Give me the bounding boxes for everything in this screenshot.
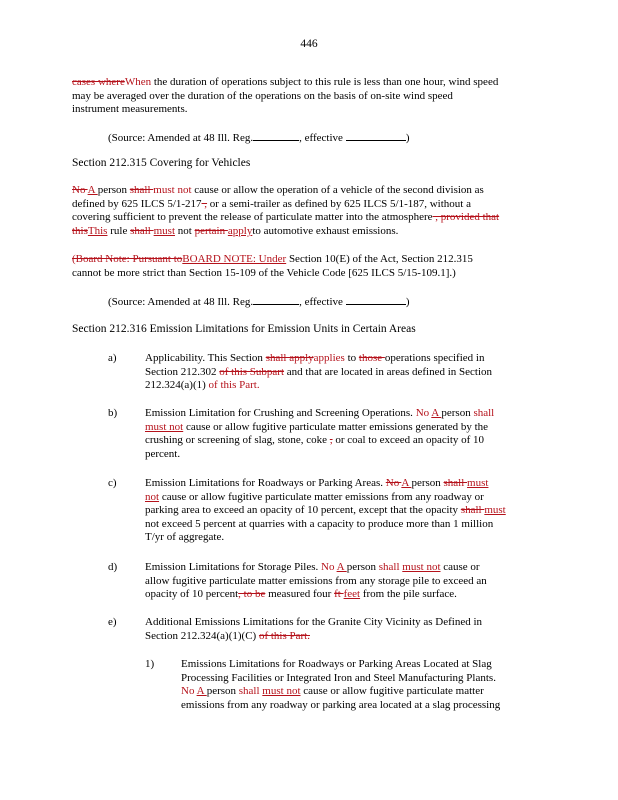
- text: person: [441, 407, 474, 419]
- item-c-line-2: [145, 491, 555, 505]
- item-e-line-1: Additional Emissions Limitations for the Granite City Vicinity as Defined in: [145, 616, 483, 628]
- inserted-text: This: [87, 224, 108, 237]
- intro-line-3: instrument measurements.: [72, 103, 188, 116]
- text: 212.324(a)(1): [145, 379, 209, 392]
- inserted-text: not: [145, 490, 160, 503]
- inserted-text: When: [124, 76, 152, 88]
- item-b-line-1: [145, 407, 555, 421]
- deleted-text: cases where: [72, 76, 125, 88]
- text: person: [411, 477, 444, 489]
- text: covering sufficient to prevent the release of particulate matter into the atmosphere: [72, 211, 433, 224]
- inserted-text: must not: [145, 420, 184, 433]
- deleted-text: shall: [460, 504, 485, 517]
- page-number: 446: [300, 38, 318, 50]
- subitem-line-2: Processing Facilities or Integrated Iron and Steel Manufacturing Plants.: [181, 671, 496, 684]
- deleted-text: of this Part.: [258, 629, 310, 642]
- deleted-text: ,: [201, 197, 208, 210]
- text: Applicability. This Section: [145, 352, 266, 364]
- source-text: , effective: [299, 296, 343, 308]
- deleted-text: shall: [130, 224, 154, 237]
- inserted-text: shall: [238, 685, 263, 698]
- deleted-text: of this Subpart: [219, 365, 285, 378]
- inserted-text: must not: [153, 184, 192, 196]
- inserted-text: must: [153, 224, 176, 237]
- text: cause or allow fugitive particulate matter emissions from any roadway or: [159, 490, 484, 503]
- inserted-text: A: [87, 184, 98, 196]
- text: cause or allow the operation of a vehicle of the second division as: [191, 184, 484, 196]
- text: person: [97, 184, 130, 196]
- inserted-text: apply: [227, 224, 253, 237]
- sec315-line-4: [72, 225, 552, 239]
- source-text: ): [405, 296, 410, 308]
- text: Section 212.302: [145, 365, 220, 378]
- text: cause or: [440, 561, 480, 573]
- item-a-line-1: [145, 352, 555, 366]
- inserted-text: No: [181, 685, 197, 698]
- sec315-line-1: [72, 184, 552, 198]
- section-heading-212-315: Section 212.315 Covering for Vehicles: [72, 157, 251, 169]
- inserted-text: shall: [378, 561, 403, 573]
- source-note-1: [108, 130, 410, 146]
- intro-line-1: [72, 76, 552, 90]
- text: Emission Limitation for Crushing and Screening Operations.: [145, 407, 416, 419]
- item-c-line-5: T/yr of aggregate.: [145, 531, 225, 544]
- text: Emission Limitations for Roadways or Parking Areas.: [145, 477, 386, 489]
- inserted-text: No: [415, 407, 432, 419]
- inserted-text: A: [431, 407, 442, 419]
- item-e-granite-city: [145, 616, 555, 643]
- text: parking area to exceed an opacity of 10 percent, except that the opacity: [145, 504, 461, 517]
- subitem-line-1: Emissions Limitations for Roadways or Parking Areas Located at Slag: [181, 658, 492, 670]
- inserted-text: applies: [313, 352, 345, 364]
- inserted-text: No: [321, 561, 337, 573]
- item-e-line-2: [145, 630, 555, 644]
- inserted-text: shall: [473, 407, 495, 419]
- deleted-text: , provided that: [432, 211, 500, 224]
- text: from the pile surface.: [360, 588, 457, 601]
- subitem-line-4: emissions from any roadway or parking area located at a slag processing: [181, 698, 501, 711]
- deleted-text: No: [385, 477, 402, 489]
- item-c-line-1: [145, 477, 555, 491]
- source-text: (Source: Amended at 48 Ill. Reg.: [108, 132, 254, 144]
- text: Emission Limitations for Storage Piles.: [145, 561, 321, 573]
- section-heading-212-316: Section 212.316 Emission Limitations for Emission Units in Certain Areas: [72, 323, 416, 335]
- deleted-text: No: [72, 184, 88, 196]
- blank-effective-line: [346, 130, 406, 141]
- item-label-e: e): [108, 616, 117, 628]
- board-note: [72, 253, 552, 280]
- subitem-label-1: 1): [145, 658, 155, 670]
- item-d-line-2: allow fugitive particulate matter emissions from any storage pile to exceed an: [145, 574, 487, 587]
- text: person: [346, 561, 379, 573]
- item-label-a: a): [108, 352, 117, 364]
- item-d-line-1: [145, 561, 555, 575]
- item-c-roadways-parking: [145, 477, 555, 545]
- deleted-text: pertain: [194, 224, 228, 237]
- deleted-text: shall: [129, 184, 154, 196]
- deleted-text: (Board Note: Pursuant to: [72, 253, 183, 265]
- source-text: , effective: [299, 132, 343, 144]
- sec315-line-3: [72, 211, 552, 225]
- blank-effective-line: [346, 294, 406, 305]
- text: the duration of operations subject to this rule is less than one hour, wind speed: [151, 76, 499, 88]
- inserted-text: A: [401, 477, 412, 489]
- item-label-b: b): [108, 407, 118, 419]
- inserted-text: feet: [343, 588, 361, 601]
- text: rule: [107, 224, 131, 237]
- text: Section 212.324(a)(1)(C): [145, 629, 259, 642]
- text: operations specified in: [384, 352, 485, 364]
- source-text: ): [405, 132, 410, 144]
- text: person: [206, 685, 239, 698]
- text: not: [175, 224, 195, 237]
- deleted-text: , to be: [238, 588, 266, 601]
- source-note-2: [108, 294, 410, 310]
- board-note-line-2: cannot be more strict than Section 15-109 of the Vehicle Code [625 ILCS 5/15-109.1].): [72, 266, 456, 279]
- blank-register-line: [253, 294, 299, 305]
- text: opacity of 10 percent: [145, 588, 239, 601]
- subitem-line-3: [181, 685, 561, 699]
- item-a-applicability: [145, 352, 555, 393]
- text: measured four: [265, 588, 335, 601]
- item-b-crushing-screening: [145, 407, 555, 461]
- inserted-text: must not: [262, 685, 301, 698]
- deleted-text: shall apply: [265, 352, 314, 364]
- text: crushing or screening of slag, stone, coke: [145, 434, 330, 447]
- item-d-line-3: [145, 588, 555, 602]
- text: cause or allow fugitive particulate matter emissions generated by the: [183, 420, 489, 433]
- item-c-line-3: [145, 504, 555, 518]
- board-note-line-1: [72, 253, 552, 267]
- text: or coal to exceed an opacity of 10: [332, 434, 485, 447]
- inserted-text: of this Part.: [208, 379, 260, 392]
- text: or a semi-trailer as defined by 625 ILCS 5/1-187, without a: [207, 197, 471, 210]
- inserted-text: must not: [402, 561, 441, 573]
- text: cause or allow fugitive particulate matter: [300, 685, 484, 698]
- deleted-text: ft: [334, 588, 344, 601]
- inserted-text: must: [484, 504, 506, 517]
- deleted-text: ,: [329, 434, 333, 447]
- text: defined by 625 ILCS 5/1-217: [72, 197, 202, 210]
- item-a-line-2: [145, 366, 555, 380]
- item-b-line-2: [145, 421, 555, 435]
- intro-line-2: may be averaged over the duration of the operations on the basis of on-site wind speed: [72, 89, 453, 102]
- item-d-storage-piles: [145, 561, 555, 602]
- item-label-c: c): [108, 477, 117, 489]
- text: Section 10(E) of the Act, Section 212.315: [286, 253, 473, 265]
- deleted-text: those: [358, 352, 385, 364]
- inserted-text: A: [196, 685, 207, 698]
- deleted-text: shall: [443, 477, 468, 489]
- subitem-e1-slag-roadways: [181, 658, 561, 712]
- section-212-315-body: [72, 184, 552, 238]
- item-a-line-3: [145, 379, 555, 393]
- text: and that are located in areas defined in Section: [284, 365, 493, 378]
- item-label-d: d): [108, 561, 118, 573]
- source-text: (Source: Amended at 48 Ill. Reg.: [108, 296, 254, 308]
- inserted-text: BOARD NOTE: Under: [182, 253, 287, 265]
- item-b-line-3: [145, 434, 555, 448]
- text: to: [344, 352, 359, 364]
- intro-paragraph: [72, 76, 552, 117]
- inserted-text: must: [467, 477, 489, 489]
- blank-register-line: [253, 130, 299, 141]
- sec315-line-2: [72, 198, 552, 212]
- text: to automotive exhaust emissions.: [252, 224, 399, 237]
- inserted-text: A: [336, 561, 347, 573]
- deleted-text: this: [72, 224, 88, 237]
- item-b-line-4: percent.: [145, 447, 181, 460]
- item-c-line-4: not exceed 5 percent at quarries with a capacity to produce more than 1 million: [145, 517, 494, 530]
